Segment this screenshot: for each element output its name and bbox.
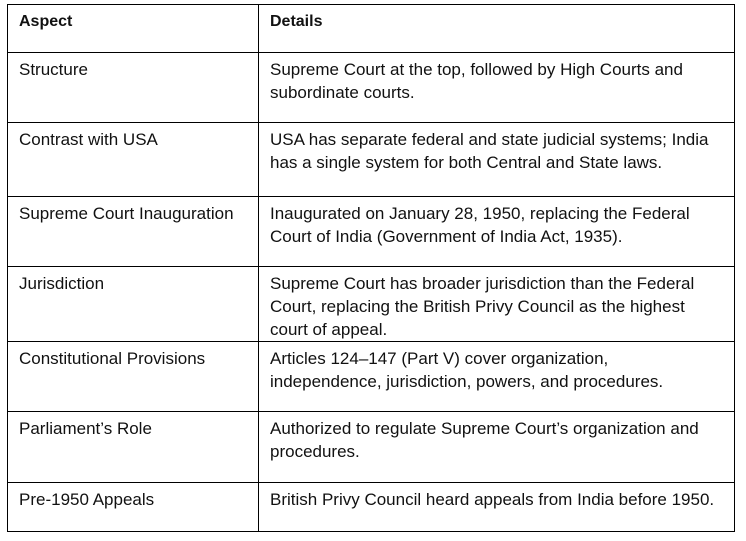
aspect-cell: Supreme Court Inauguration — [8, 197, 259, 267]
table-row — [8, 53, 735, 123]
details-cell: Authorized to regulate Supreme Court’s organization and procedures. — [259, 412, 735, 483]
table-row — [8, 267, 735, 342]
details-cell: Inaugurated on January 28, 1950, replacing the Federal Court of India (Government of India Act, 1935). — [259, 197, 735, 267]
table-row — [8, 123, 735, 197]
aspect-cell: Contrast with USA — [8, 123, 259, 197]
aspect-details-table — [7, 4, 735, 532]
aspect-cell: Constitutional Provisions — [8, 342, 259, 412]
table-row — [8, 342, 735, 412]
details-cell: USA has separate federal and state judicial systems; India has a single system for both Central and State laws. — [259, 123, 735, 197]
details-cell: Articles 124–147 (Part V) cover organization, independence, jurisdiction, powers, and procedures. — [259, 342, 735, 412]
table-row — [8, 483, 735, 532]
details-cell: Supreme Court has broader jurisdiction than the Federal Court, replacing the British Privy Council as the highest court of appeal. — [259, 267, 735, 342]
header-aspect: Aspect — [8, 5, 259, 53]
aspect-cell: Parliament’s Role — [8, 412, 259, 483]
aspect-cell: Jurisdiction — [8, 267, 259, 342]
details-cell: British Privy Council heard appeals from India before 1950. — [259, 483, 735, 532]
table-row — [8, 197, 735, 267]
table-header-row — [8, 5, 735, 53]
aspect-cell: Structure — [8, 53, 259, 123]
table-row — [8, 412, 735, 483]
aspect-cell: Pre-1950 Appeals — [8, 483, 259, 532]
header-details: Details — [259, 5, 735, 53]
details-cell: Supreme Court at the top, followed by High Courts and subordinate courts. — [259, 53, 735, 123]
